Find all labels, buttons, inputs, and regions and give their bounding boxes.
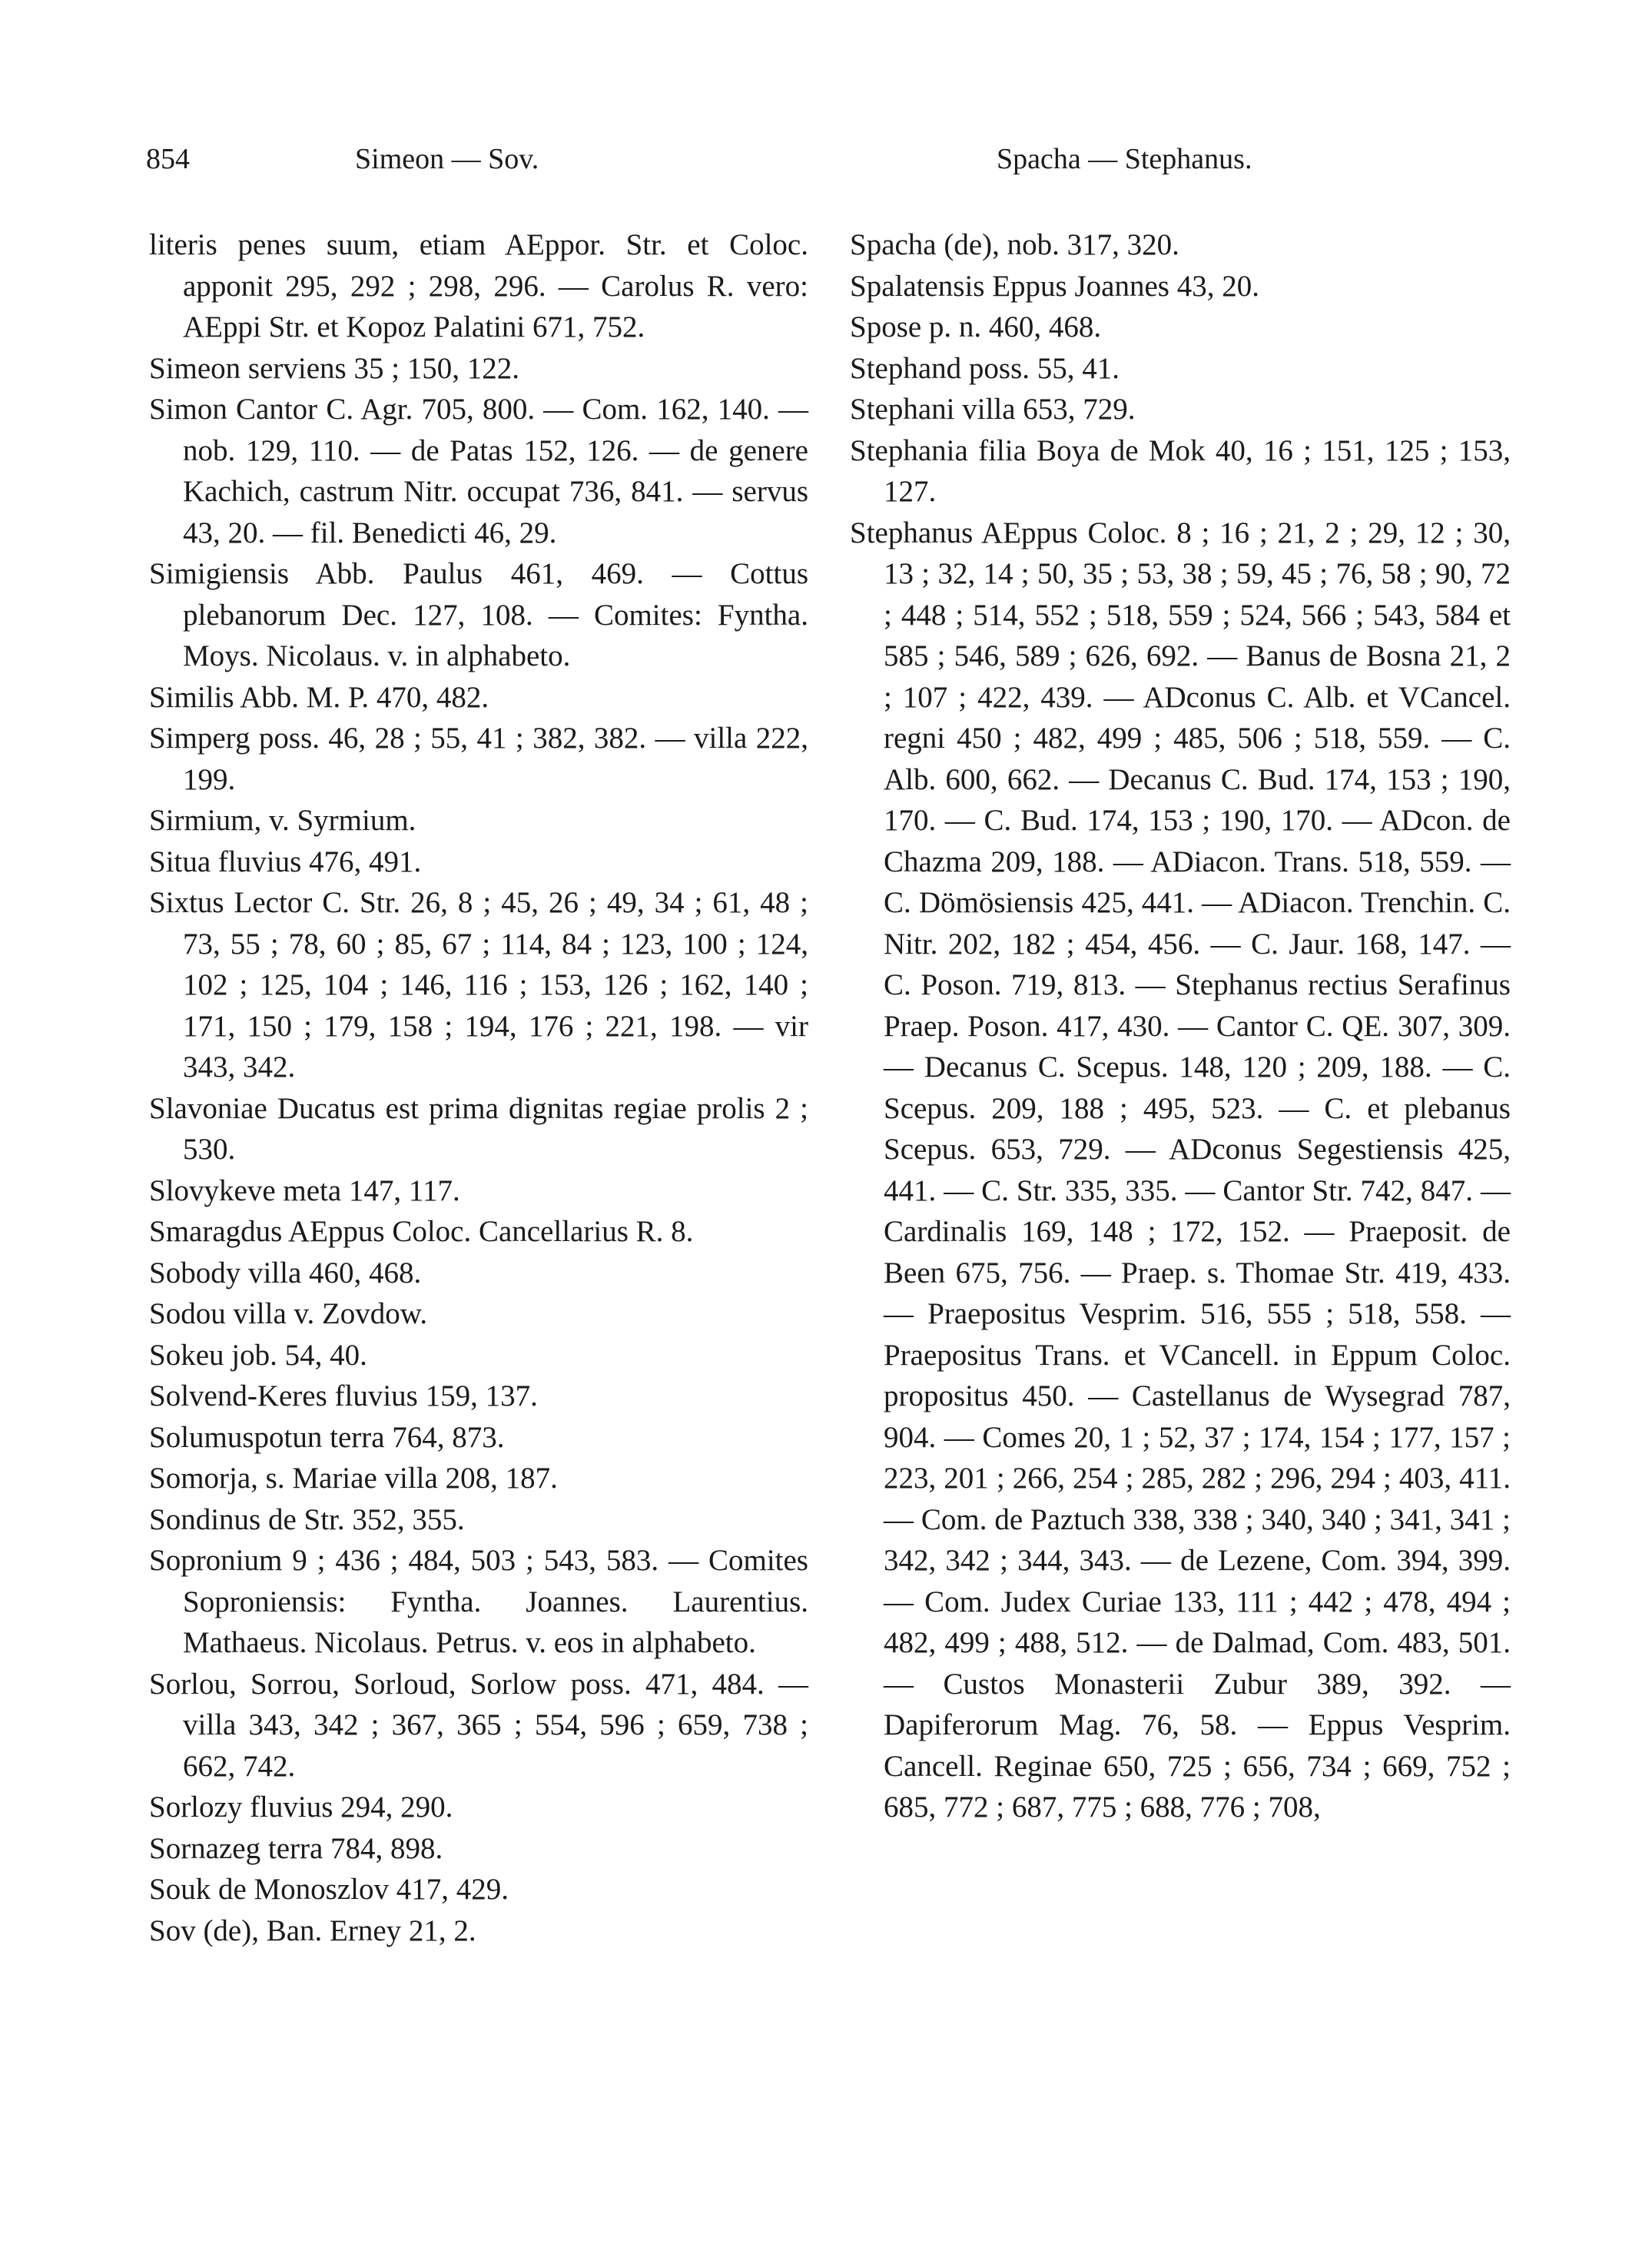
index-column-left [149, 224, 808, 1951]
index-entry: Sodou villa v. Zovdow. [149, 1297, 428, 1330]
index-entry: Stephania filia Boya de Mok 40, 16 ; 151, 125 ; 153, 127. [850, 433, 1511, 508]
index-entry: Spalatensis Eppus Joannes 43, 20. [850, 269, 1259, 303]
index-entry: Similis Abb. M. P. 470, 482. [149, 680, 489, 714]
index-column-right [850, 224, 1511, 1828]
index-entry: Stephanus AEppus Coloc. 8 ; 16 ; 21, 2 ; 29, 12 ; 30, 13 ; 32, 14 ; 50, 35 ; 53, 38 ; 59, 45 ; 76, 58 ; 90, 72 ; 448 ; 514, 552 ; 518, 559 ; 524, 566 ; 543, 584 et 585 ; 546, 589 ; 626, 692. — Banus de Bosna 21, 2 ; 107 ; 422, 439. — ADconus C. Alb. et VCancel. regni 450 ; 482, 499 ; 485, 506 ; 518, 559. — C. Alb. 600, 662. — Decanus C. Bud. 174, 153 ; 190, 170. — C. Bud. 174, 153 ; 190, 170. — ADcon. de Chazma 209, 188. — ADiacon. Trans. 518, 559. — C. Dömösiensis 425, 441. — ADiacon. Trenchin. C. Nitr. 202, 182 ; 454, 456. — C. Jaur. 168, 147. — C. Poson. 719, 813. — Stephanus rectius Serafinus Praep. Poson. 417, 430. — Cantor C. QE. 307, 309. — Decanus C. Scepus. 148, 120 ; 209, 188. — C. Scepus. 209, 188 ; 495, 523. — C. et plebanus Scepus. 653, 729. — ADconus Segestiensis 425, 441. — C. Str. 335, 335. — Cantor Str. 742, 847. — Cardinalis 169, 148 ; 172, 152. — Praeposit. de Been 675, 756. — Praep. s. Thomae Str. 419, 433. — Praepositus Vesprim. 516, 555 ; 518, 558. — Praepositus Trans. et VCancell. in Eppum Coloc. propositus 450. — Castellanus de Wysegrad 787, 904. — Comes 20, 1 ; 52, 37 ; 174, 154 ; 177, 157 ; 223, 201 ; 266, 254 ; 285, 282 ; 296, 294 ; 403, 411. — Com. de Paztuch 338, 338 ; 340, 340 ; 341, 341 ; 342, 342 ; 344, 343. — de Lezene, Com. 394, 399. — Com. Judex Curiae 133, 111 ; 442 ; 478, 494 ; 482, 499 ; 488, 512. — de Dalmad, Com. 483, 501. — Custos Monasterii Zubur 389, 392. — Dapiferorum Mag. 76, 58. — Eppus Vesprim. Cancell. Reginae 650, 725 ; 656, 734 ; 669, 752 ; 685, 772 ; 687, 775 ; 688, 776 ; 708, [850, 516, 1511, 1824]
index-entry: Slovykeve meta 147, 117. [149, 1173, 460, 1207]
index-entry: Solumuspotun terra 764, 873. [149, 1420, 505, 1454]
running-head-left: Simeon — Sov. [355, 143, 539, 175]
index-entry: Solvend-Keres fluvius 159, 137. [149, 1379, 538, 1412]
index-entry: Situa fluvius 476, 491. [149, 845, 422, 878]
running-head-right: Spacha — Stephanus. [997, 143, 1252, 175]
index-entry: Stephand poss. 55, 41. [850, 351, 1120, 385]
index-entry: Spacha (de), nob. 317, 320. [850, 228, 1179, 261]
index-entry: Souk de Monoszlov 417, 429. [149, 1873, 509, 1906]
index-entry: Sondinus de Str. 352, 355. [149, 1502, 465, 1536]
index-entry: Sopronium 9 ; 436 ; 484, 503 ; 543, 583. — Comites Soproniensis: Fyntha. Joannes. Laurentius. Mathaeus. Nicolaus. Petrus. v. eos in alphabeto. [149, 1544, 808, 1659]
index-entry: Spose p. n. 460, 468. [850, 310, 1102, 344]
index-entry: Sirmium, v. Syrmium. [149, 804, 416, 837]
index-entry: Sornazeg terra 784, 898. [149, 1831, 443, 1865]
index-entry: Smaragdus AEppus Coloc. Cancellarius R. 8. [149, 1215, 694, 1248]
index-entry: Stephani villa 653, 729. [850, 393, 1136, 426]
index-entry: Sokeu job. 54, 40. [149, 1338, 367, 1372]
index-entry: Somorja, s. Mariae villa 208, 187. [149, 1462, 558, 1495]
index-entry: Sixtus Lector C. Str. 26, 8 ; 45, 26 ; 49, 34 ; 61, 48 ; 73, 55 ; 78, 60 ; 85, 67 ; 114, 84 ; 123, 100 ; 124, 102 ; 125, 104 ; 146, 116 ; 153, 126 ; 162, 140 ; 171, 150 ; 179, 158 ; 194, 176 ; 221, 198. — vir 343, 342. [149, 886, 808, 1084]
index-entry: Sobody villa 460, 468. [149, 1256, 422, 1290]
index-entry: literis penes suum, etiam AEppor. Str. et Coloc. apponit 295, 292 ; 298, 296. — Carolus R. vero: AEppi Str. et Kopoz Palatini 671, 752. [149, 228, 808, 344]
index-entry: Simperg poss. 46, 28 ; 55, 41 ; 382, 382. — villa 222, 199. [149, 722, 808, 796]
index-entry: Simeon serviens 35 ; 150, 122. [149, 351, 520, 385]
index-entry: Sorlou, Sorrou, Sorloud, Sorlow poss. 471, 484. — villa 343, 342 ; 367, 365 ; 554, 596 ; 659, 738 ; 662, 742. [149, 1667, 808, 1783]
page-number: 854 [146, 143, 190, 175]
index-entry: Simon Cantor C. Agr. 705, 800. — Com. 162, 140. — nob. 129, 110. — de Patas 152, 126. — de genere Kachich, castrum Nitr. occupat 736, 841. — servus 43, 20. — fil. Benedicti 46, 29. [149, 393, 808, 549]
index-entry: Slavoniae Ducatus est prima dignitas regiae prolis 2 ; 530. [149, 1091, 808, 1166]
index-entry: Simigiensis Abb. Paulus 461, 469. — Cottus plebanorum Dec. 127, 108. — Comites: Fyntha. Moys. Nicolaus. v. in alphabeto. [149, 557, 808, 672]
index-entry: Sov (de), Ban. Erney 21, 2. [149, 1914, 476, 1947]
page-header [146, 142, 1514, 188]
index-entry: Sorlozy fluvius 294, 290. [149, 1791, 453, 1824]
